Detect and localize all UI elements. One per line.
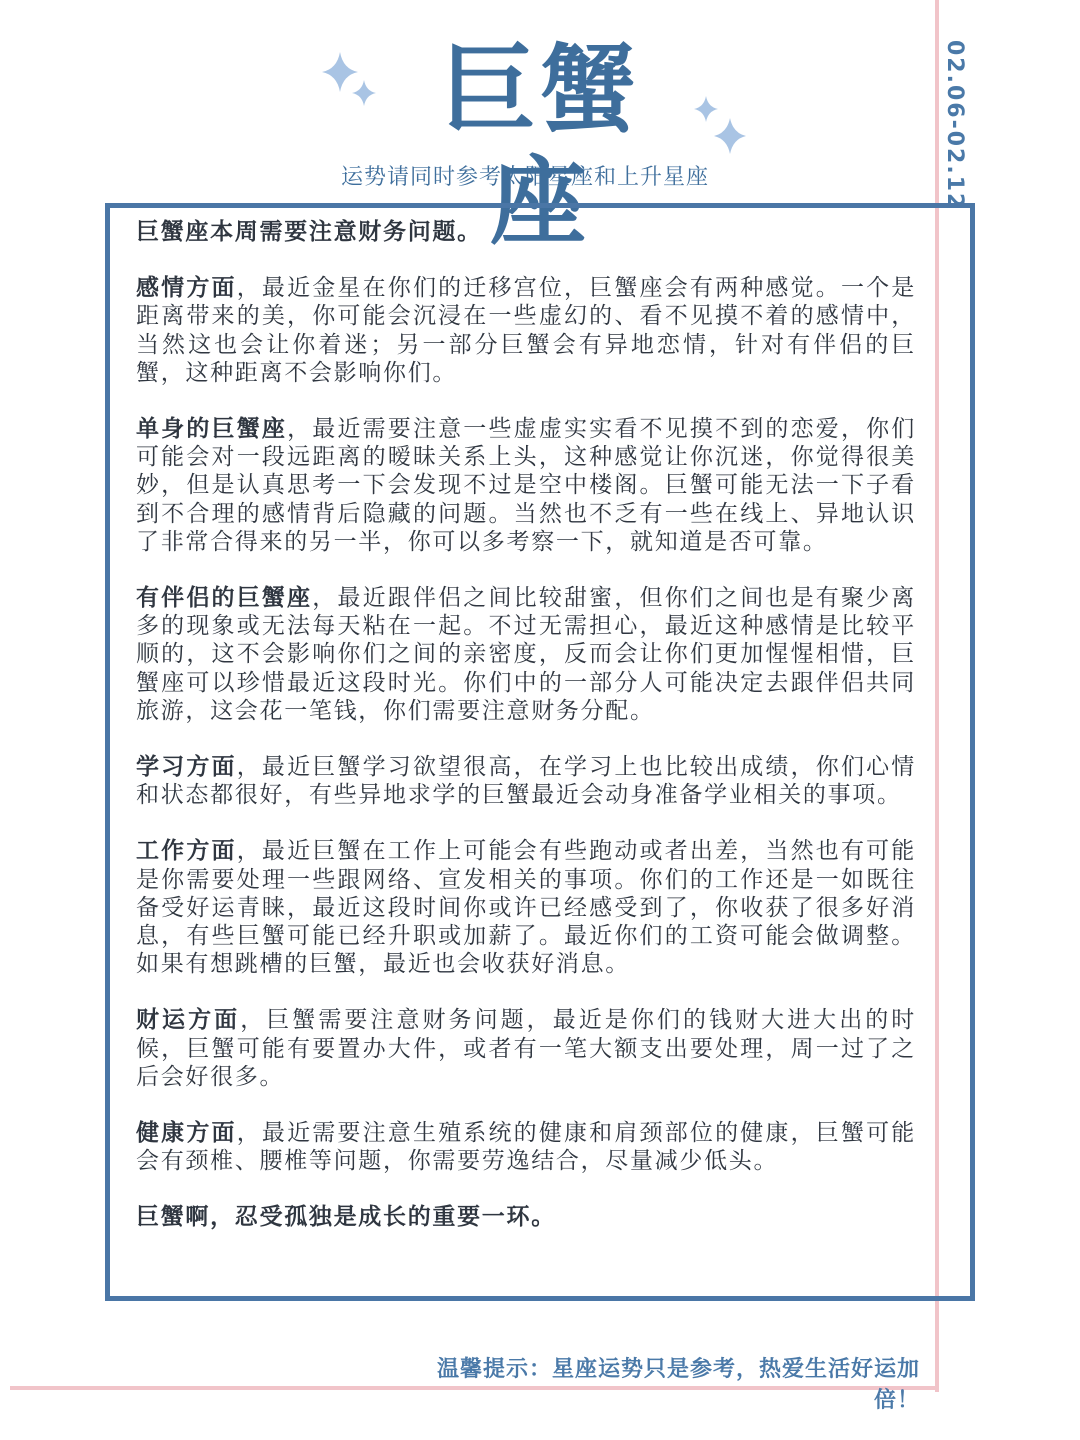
section-text: ，最近金星在你们的迁移宫位，巨蟹座会有两种感觉。一个是距离带来的美，你可能会沉浸在一些虚幻的、看不见摸不着的感情中，当然这也会让你着迷；另一部分巨蟹会有异地恋情，针对有伴侣的巨蟹，这种距离不会影响你们。 [136, 275, 916, 386]
sparkle-icon [352, 80, 376, 106]
section-heading: 单身的巨蟹座 [136, 416, 288, 443]
section-text: ，最近巨蟹学习欲望很高，在学习上也比较出成绩，你们心情和状态都很好，有些异地求学的巨蟹最近会动身准备学业相关的事项。 [136, 754, 916, 809]
article-body [136, 218, 916, 1260]
section-heading: 工作方面 [136, 838, 237, 865]
section-study [136, 753, 916, 809]
intro-line: 巨蟹座本周需要注意财务问题。 [136, 219, 482, 245]
section-wealth [136, 1006, 916, 1091]
section-single [136, 415, 916, 556]
section-couple [136, 584, 916, 725]
closing-line: 巨蟹啊，忍受孤独是成长的重要一环。 [136, 1204, 556, 1231]
section-love [136, 274, 916, 387]
section-health [136, 1119, 916, 1175]
section-heading: 健康方面 [136, 1120, 237, 1147]
section-work [136, 837, 916, 978]
section-text: ，最近跟伴侣之间比较甜蜜，但你们之间也是有聚少离多的现象或无法每天粘在一起。不过无需担心，最近这种感情是比较平顺的，这不会影响你们之间的亲密度，反而会让你们更加惺惺相惜，巨蟹座可以珍惜最近这段时光。你们中的一部分人可能决定去跟伴侣共同旅游，这会花一笔钱，你们需要注意财务分配。 [136, 585, 916, 724]
date-range: 02.06-02.12 [942, 40, 967, 211]
sparkle-icon [714, 118, 746, 154]
page-title: 巨蟹座 [440, 34, 640, 258]
footer-tip: 温馨提示：星座运势只是参考，热爱生活好运加倍！ [436, 1357, 920, 1413]
section-text: ，最近需要注意一些虚虚实实看不见摸不到的恋爱，你们可能会对一段远距离的暧昧关系上头，这种感觉让你沉迷，你觉得很美妙，但是认真思考一下会发现不过是空中楼阁。巨蟹可能无法一下子看到不合理的感情背后隐藏的问题。当然也不乏有一些在线上、异地认识了非常合得来的另一半，你可以多考察一下，就知道是否可靠。 [136, 416, 916, 555]
subtitle: 运势请同时参考太阳星座和上升星座 [340, 165, 709, 190]
section-text: ，最近需要注意生殖系统的健康和肩颈部位的健康，巨蟹可能会有颈椎、腰椎等问题，你需要劳逸结合，尽量减少低头。 [136, 1120, 916, 1175]
section-heading: 感情方面 [136, 275, 237, 302]
section-text: ，巨蟹需要注意财务问题，最近是你们的钱财大进大出的时候，巨蟹可能有要置办大件，或者有一笔大额支出要处理，周一过了之后会好很多。 [136, 1007, 916, 1090]
section-heading: 有伴侣的巨蟹座 [136, 585, 313, 612]
section-text: ，最近巨蟹在工作上可能会有些跑动或者出差，当然也有可能是你需要处理一些跟网络、宣发相关的事项。你们的工作还是一如既往备受好运青睐，最近这段时间你或许已经感受到了，你收获了很多好消息，有些巨蟹可能已经升职或加薪了。最近你们的工资可能会做调整。如果有想跳槽的巨蟹，最近也会收获好消息。 [136, 838, 916, 978]
section-heading: 学习方面 [136, 754, 237, 781]
section-heading: 财运方面 [136, 1007, 241, 1034]
